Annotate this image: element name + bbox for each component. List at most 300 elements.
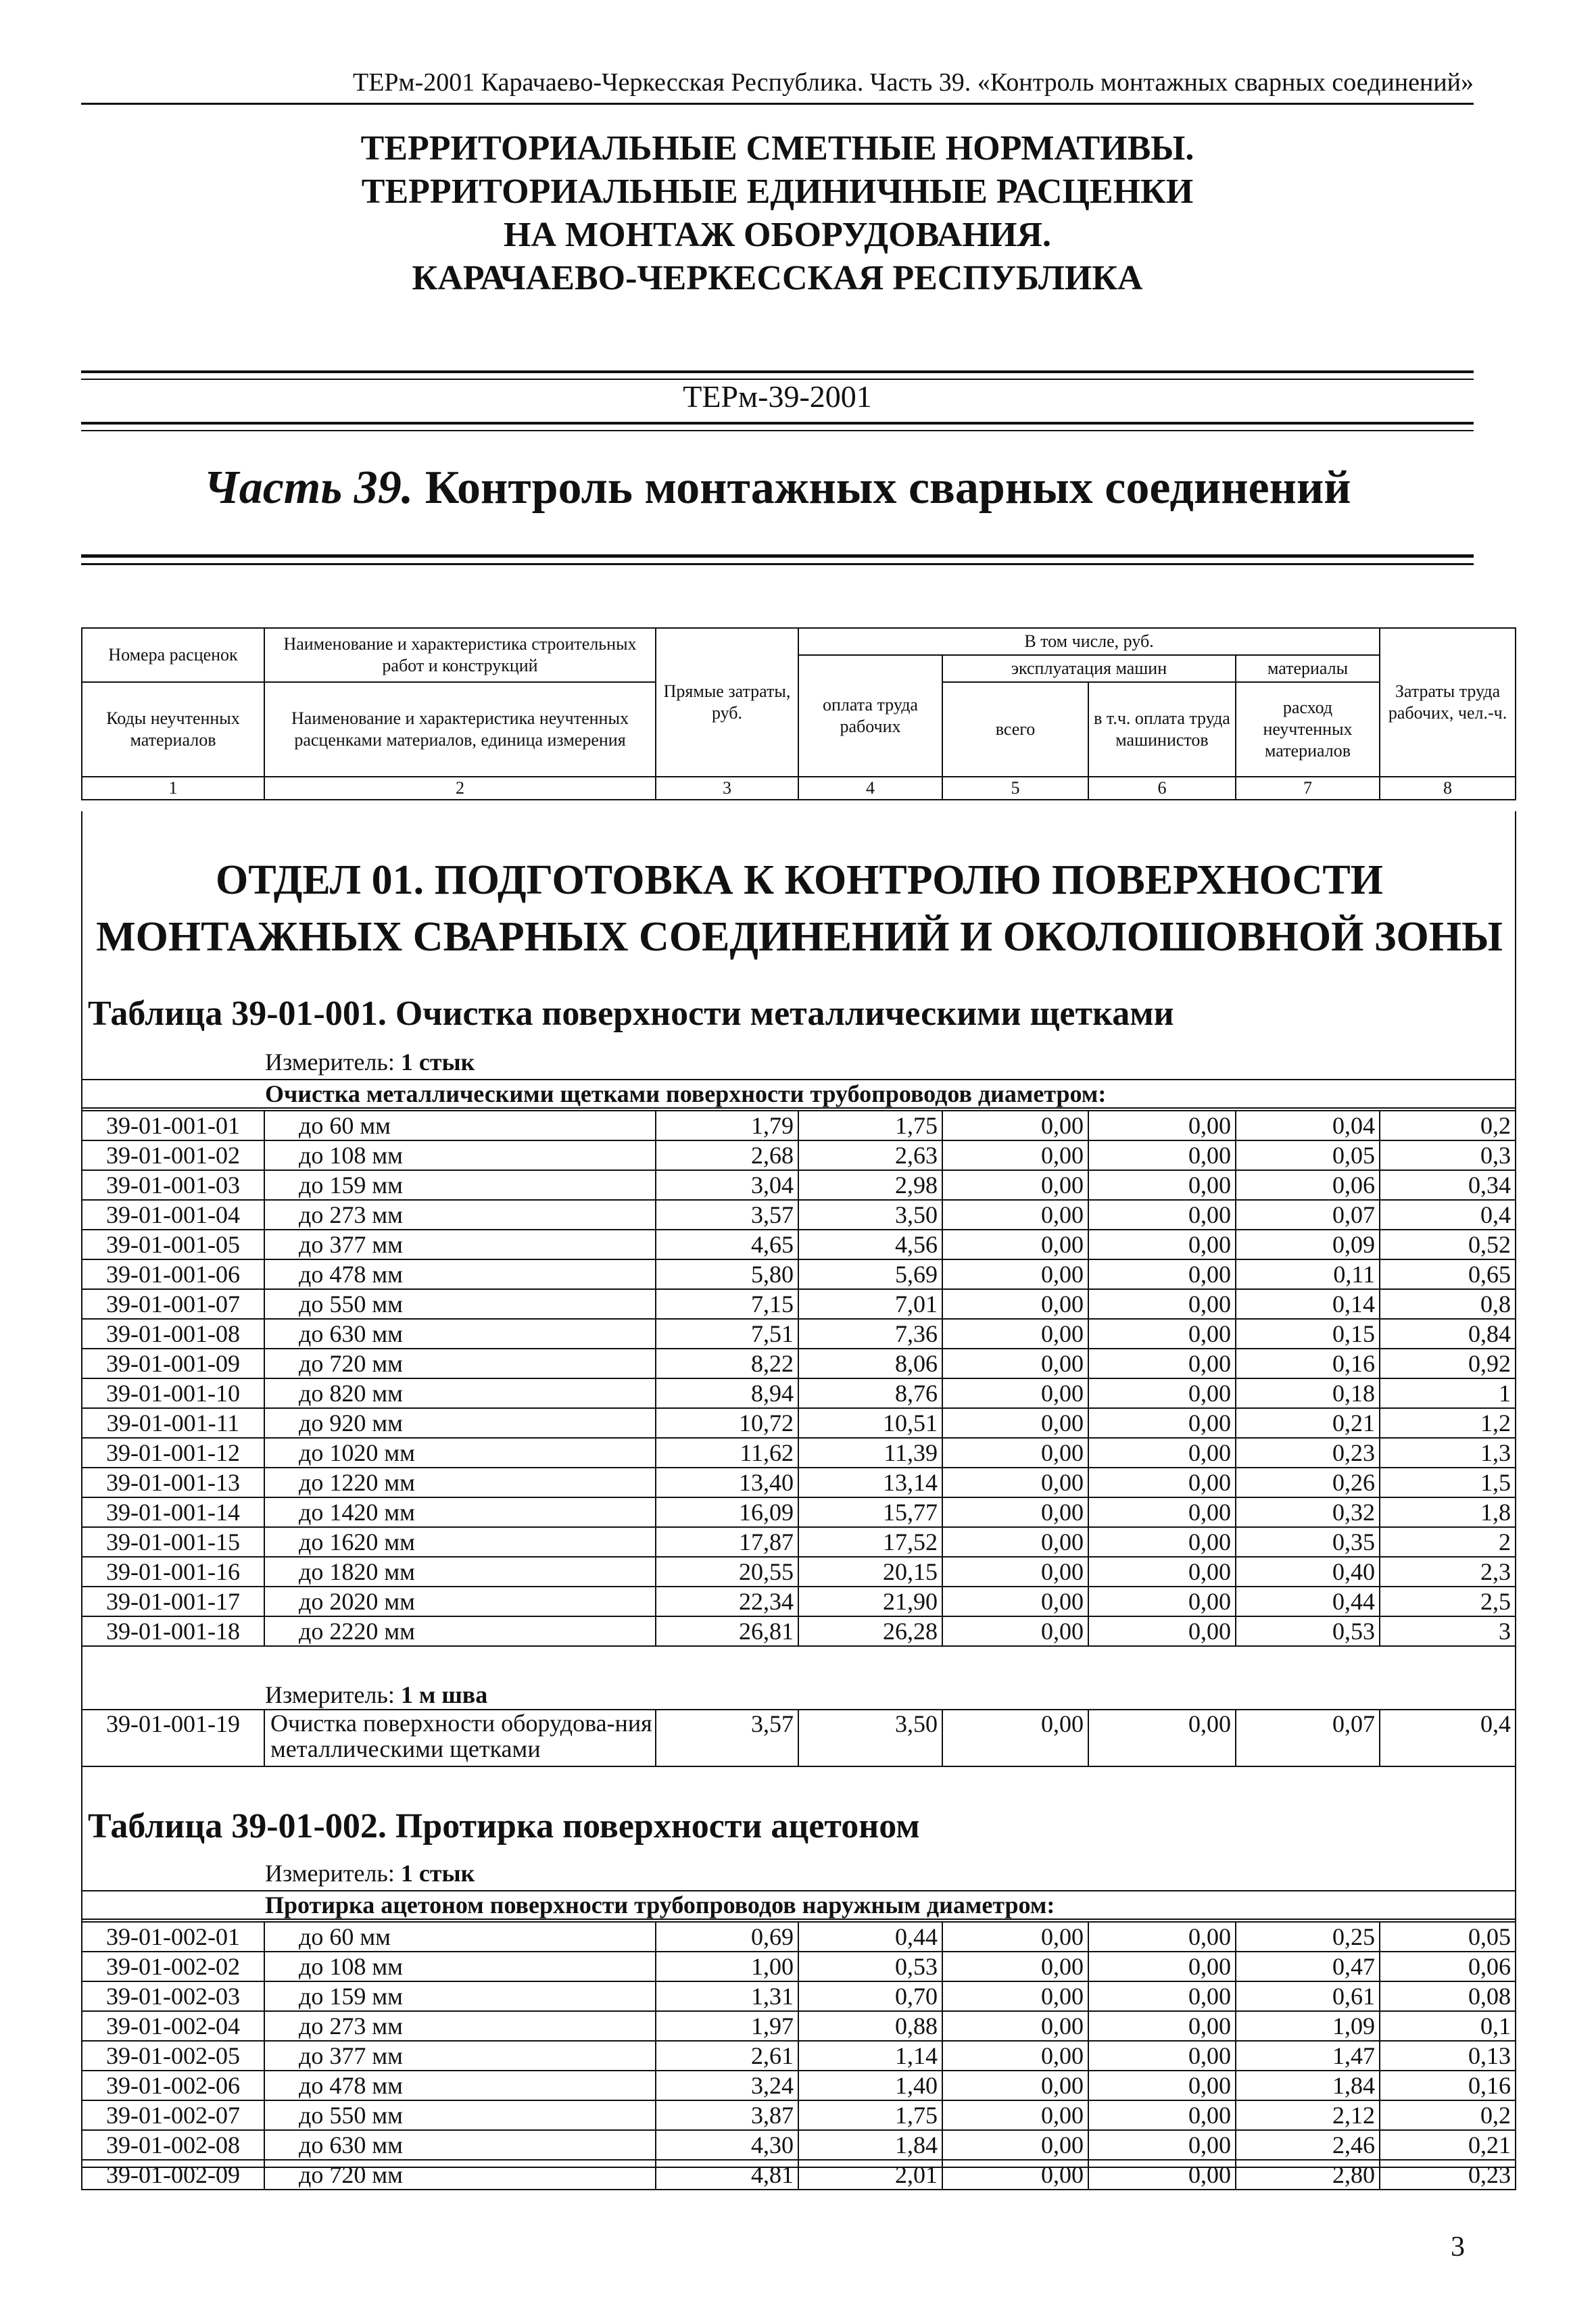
labor-hours: 0,1 xyxy=(1380,2011,1516,2041)
machines-total: 0,00 xyxy=(942,2160,1088,2190)
machines-total: 0,00 xyxy=(942,2011,1088,2041)
machines-total: 0,00 xyxy=(942,1468,1088,1497)
col-number-7: 7 xyxy=(1236,777,1380,800)
worker-pay: 20,15 xyxy=(798,1557,942,1587)
materials: 0,40 xyxy=(1236,1557,1380,1587)
table-row xyxy=(82,2071,1516,2100)
materials: 2,46 xyxy=(1236,2130,1380,2160)
header-labor-costs: Затраты труда рабочих, чел.-ч. xyxy=(1380,628,1516,777)
labor-hours: 1,5 xyxy=(1380,1468,1516,1497)
title-line-4: КАРАЧАЕВО-ЧЕРКЕССКАЯ РЕСПУБЛИКА xyxy=(412,259,1143,297)
table-row xyxy=(82,1200,1516,1230)
labor-hours: 2,3 xyxy=(1380,1557,1516,1587)
table-row xyxy=(82,2100,1516,2130)
materials: 1,09 xyxy=(1236,2011,1380,2041)
table1-meter xyxy=(265,1048,475,1076)
worker-pay: 1,84 xyxy=(798,2130,942,2160)
table-row xyxy=(82,2011,1516,2041)
work-description: до 273 мм xyxy=(264,2011,656,2041)
direct-costs: 2,61 xyxy=(656,2041,798,2071)
table-row xyxy=(82,1230,1516,1259)
machines-total: 0,00 xyxy=(942,1922,1088,1952)
work-description: до 1820 мм xyxy=(264,1557,656,1587)
operator-pay: 0,00 xyxy=(1088,1140,1236,1170)
labor-hours: 0,92 xyxy=(1380,1349,1516,1378)
table-row xyxy=(82,1557,1516,1587)
labor-hours: 0,34 xyxy=(1380,1170,1516,1200)
worker-pay: 1,40 xyxy=(798,2071,942,2100)
operator-pay: 0,00 xyxy=(1088,1981,1236,2011)
worker-pay: 8,06 xyxy=(798,1349,942,1378)
col-number-4: 4 xyxy=(798,777,942,800)
col-number-8: 8 xyxy=(1380,777,1516,800)
direct-costs: 3,57 xyxy=(656,1710,798,1766)
header-machines-total: всего xyxy=(942,682,1088,777)
labor-hours: 0,21 xyxy=(1380,2130,1516,2160)
table-row xyxy=(82,1952,1516,1981)
worker-pay: 3,50 xyxy=(798,1200,942,1230)
direct-costs: 13,40 xyxy=(656,1468,798,1497)
work-description: до 630 мм xyxy=(264,2130,656,2160)
table-row xyxy=(82,1497,1516,1527)
header-rate-numbers: Номера расценок xyxy=(82,628,264,682)
worker-pay: 11,39 xyxy=(798,1438,942,1468)
labor-hours: 2 xyxy=(1380,1527,1516,1557)
materials: 0,47 xyxy=(1236,1952,1380,1981)
operator-pay: 0,00 xyxy=(1088,2071,1236,2100)
labor-hours: 0,3 xyxy=(1380,1140,1516,1170)
labor-hours: 0,4 xyxy=(1380,1710,1516,1766)
rate-code: 39-01-001-05 xyxy=(82,1230,264,1259)
operator-pay: 0,00 xyxy=(1088,2100,1236,2130)
operator-pay: 0,00 xyxy=(1088,1230,1236,1259)
worker-pay: 1,75 xyxy=(798,1111,942,1140)
rate-code: 39-01-002-04 xyxy=(82,2011,264,2041)
table-row xyxy=(82,1527,1516,1557)
work-description: до 550 мм xyxy=(264,1289,656,1319)
header-operator-pay: в т.ч. оплата труда машинистов xyxy=(1088,682,1236,777)
header-machine-operation: эксплуатация машин xyxy=(942,655,1236,682)
operator-pay: 0,00 xyxy=(1088,1438,1236,1468)
table-row xyxy=(82,1140,1516,1170)
materials: 0,35 xyxy=(1236,1527,1380,1557)
direct-costs: 17,87 xyxy=(656,1527,798,1557)
rate-code: 39-01-001-16 xyxy=(82,1557,264,1587)
col-number-5: 5 xyxy=(942,777,1088,800)
rate-code: 39-01-001-03 xyxy=(82,1170,264,1200)
table2-meter xyxy=(265,1859,475,1887)
rate-code: 39-01-001-08 xyxy=(82,1319,264,1349)
machines-total: 0,00 xyxy=(942,1378,1088,1408)
operator-pay: 0,00 xyxy=(1088,1289,1236,1319)
labor-hours: 0,84 xyxy=(1380,1319,1516,1349)
table-row xyxy=(82,1438,1516,1468)
operator-pay: 0,00 xyxy=(1088,1587,1236,1616)
labor-hours: 0,13 xyxy=(1380,2041,1516,2071)
rate-code: 39-01-001-06 xyxy=(82,1259,264,1289)
operator-pay: 0,00 xyxy=(1088,1349,1236,1378)
materials: 0,04 xyxy=(1236,1111,1380,1140)
machines-total: 0,00 xyxy=(942,1587,1088,1616)
materials: 1,47 xyxy=(1236,2041,1380,2071)
labor-hours: 0,05 xyxy=(1380,1922,1516,1952)
worker-pay: 3,50 xyxy=(798,1710,942,1766)
work-description: до 478 мм xyxy=(264,2071,656,2100)
direct-costs: 3,87 xyxy=(656,2100,798,2130)
col-number-6: 6 xyxy=(1088,777,1236,800)
table2-meter-unit: 1 стык xyxy=(400,1860,475,1887)
rate-code: 39-01-002-08 xyxy=(82,2130,264,2160)
labor-hours: 0,8 xyxy=(1380,1289,1516,1319)
worker-pay: 2,98 xyxy=(798,1170,942,1200)
title-line-2: ТЕРРИТОРИАЛЬНЫЕ ЕДИНИЧНЫЕ РАСЦЕНКИ xyxy=(361,172,1194,211)
direct-costs: 4,81 xyxy=(656,2160,798,2190)
operator-pay: 0,00 xyxy=(1088,1408,1236,1438)
rate-code: 39-01-002-02 xyxy=(82,1952,264,1981)
rate-code: 39-01-001-13 xyxy=(82,1468,264,1497)
materials: 0,18 xyxy=(1236,1378,1380,1408)
machines-total: 0,00 xyxy=(942,1710,1088,1766)
machines-total: 0,00 xyxy=(942,1557,1088,1587)
rate-code: 39-01-001-19 xyxy=(82,1710,264,1766)
worker-pay: 13,14 xyxy=(798,1468,942,1497)
table-row xyxy=(82,1170,1516,1200)
direct-costs: 22,34 xyxy=(656,1587,798,1616)
work-description: до 377 мм xyxy=(264,2041,656,2071)
running-header: ТЕРм-2001 Карачаево-Черкесская Республика. Часть 39. «Контроль монтажных сварных соединений» xyxy=(352,68,1474,97)
direct-costs: 8,94 xyxy=(656,1378,798,1408)
table-row xyxy=(82,2160,1516,2190)
materials: 0,06 xyxy=(1236,1170,1380,1200)
direct-costs: 1,31 xyxy=(656,1981,798,2011)
operator-pay: 0,00 xyxy=(1088,2041,1236,2071)
col-number-3: 3 xyxy=(656,777,798,800)
table-row xyxy=(82,1922,1516,1952)
part-name: Контроль монтажных сварных соединений xyxy=(425,462,1351,514)
labor-hours: 0,16 xyxy=(1380,2071,1516,2100)
worker-pay: 1,75 xyxy=(798,2100,942,2130)
table-row xyxy=(82,2041,1516,2071)
table1-rows xyxy=(81,1110,1516,1647)
materials: 2,12 xyxy=(1236,2100,1380,2130)
worker-pay: 17,52 xyxy=(798,1527,942,1557)
table-row xyxy=(82,1616,1516,1646)
operator-pay: 0,00 xyxy=(1088,1378,1236,1408)
table2-subheader-text: Протирка ацетоном поверхности трубопроводов наружным диаметром: xyxy=(265,1891,1055,1919)
worker-pay: 2,63 xyxy=(798,1140,942,1170)
table2-rows xyxy=(81,1921,1516,2190)
worker-pay: 0,44 xyxy=(798,1922,942,1952)
table2-title: Таблица 39-01-002. Протирка поверхности ацетоном xyxy=(88,1807,920,1845)
rate-code: 39-01-002-09 xyxy=(82,2160,264,2190)
work-description: Очистка поверхности оборудова-ния металлическими щетками xyxy=(264,1710,656,1766)
double-rule-middle xyxy=(81,422,1474,431)
operator-pay: 0,00 xyxy=(1088,1468,1236,1497)
rate-code: 39-01-001-15 xyxy=(82,1527,264,1557)
table-row xyxy=(82,1289,1516,1319)
column-header-table xyxy=(81,627,1516,800)
table-row xyxy=(82,1349,1516,1378)
labor-hours: 1,3 xyxy=(1380,1438,1516,1468)
rate-code: 39-01-001-04 xyxy=(82,1200,264,1230)
machines-total: 0,00 xyxy=(942,1497,1088,1527)
work-description: до 159 мм xyxy=(264,1981,656,2011)
work-description: до 60 мм xyxy=(264,1922,656,1952)
materials: 0,53 xyxy=(1236,1616,1380,1646)
machines-total: 0,00 xyxy=(942,1289,1088,1319)
col-number-2: 2 xyxy=(264,777,656,800)
direct-costs: 16,09 xyxy=(656,1497,798,1527)
worker-pay: 4,56 xyxy=(798,1230,942,1259)
direct-costs: 1,79 xyxy=(656,1111,798,1140)
direct-costs: 4,65 xyxy=(656,1230,798,1259)
materials: 0,11 xyxy=(1236,1259,1380,1289)
operator-pay: 0,00 xyxy=(1088,1259,1236,1289)
direct-costs: 3,24 xyxy=(656,2071,798,2100)
document-title xyxy=(81,127,1474,300)
rate-code: 39-01-001-02 xyxy=(82,1140,264,1170)
rate-code: 39-01-002-01 xyxy=(82,1922,264,1952)
labor-hours: 2,5 xyxy=(1380,1587,1516,1616)
labor-hours: 1,2 xyxy=(1380,1408,1516,1438)
direct-costs: 20,55 xyxy=(656,1557,798,1587)
work-description: до 377 мм xyxy=(264,1230,656,1259)
materials: 0,21 xyxy=(1236,1408,1380,1438)
worker-pay: 10,51 xyxy=(798,1408,942,1438)
col-number-1: 1 xyxy=(82,777,264,800)
table-row xyxy=(82,1319,1516,1349)
part-label: Часть 39. xyxy=(203,462,414,514)
worker-pay: 1,14 xyxy=(798,2041,942,2071)
materials: 0,61 xyxy=(1236,1981,1380,2011)
table1-subheader-text: Очистка металлическими щетками поверхности трубопроводов диаметром: xyxy=(265,1080,1107,1107)
worker-pay: 0,53 xyxy=(798,1952,942,1981)
materials: 0,07 xyxy=(1236,1710,1380,1766)
work-description: до 920 мм xyxy=(264,1408,656,1438)
direct-costs: 7,51 xyxy=(656,1319,798,1349)
work-description: до 630 мм xyxy=(264,1319,656,1349)
table-row xyxy=(82,1408,1516,1438)
work-description: до 108 мм xyxy=(264,1140,656,1170)
header-material-names: Наименование и характеристика неучтенных расценками материалов, единица измерения xyxy=(264,682,656,777)
operator-pay: 0,00 xyxy=(1088,1170,1236,1200)
materials: 0,25 xyxy=(1236,1922,1380,1952)
materials: 2,80 xyxy=(1236,2160,1380,2190)
materials: 0,26 xyxy=(1236,1468,1380,1497)
worker-pay: 8,76 xyxy=(798,1378,942,1408)
operator-pay: 0,00 xyxy=(1088,1200,1236,1230)
table1-subheader xyxy=(81,1079,1515,1109)
direct-costs: 3,57 xyxy=(656,1200,798,1230)
header-materials: материалы xyxy=(1236,655,1380,682)
direct-costs: 3,04 xyxy=(656,1170,798,1200)
work-description: до 1420 мм xyxy=(264,1497,656,1527)
work-description: до 550 мм xyxy=(264,2100,656,2130)
worker-pay: 21,90 xyxy=(798,1587,942,1616)
worker-pay: 15,77 xyxy=(798,1497,942,1527)
work-description: до 1220 мм xyxy=(264,1468,656,1497)
work-description: до 2220 мм xyxy=(264,1616,656,1646)
worker-pay: 0,70 xyxy=(798,1981,942,2011)
operator-pay: 0,00 xyxy=(1088,1527,1236,1557)
machines-total: 0,00 xyxy=(942,1438,1088,1468)
operator-pay: 0,00 xyxy=(1088,1952,1236,1981)
labor-hours: 0,08 xyxy=(1380,1981,1516,2011)
work-description: до 273 мм xyxy=(264,1200,656,1230)
worker-pay: 7,36 xyxy=(798,1319,942,1349)
materials: 0,05 xyxy=(1236,1140,1380,1170)
operator-pay: 0,00 xyxy=(1088,1111,1236,1140)
materials: 0,23 xyxy=(1236,1438,1380,1468)
operator-pay: 0,00 xyxy=(1088,1616,1236,1646)
operator-pay: 0,00 xyxy=(1088,1710,1236,1766)
labor-hours: 0,2 xyxy=(1380,1111,1516,1140)
work-description: до 720 мм xyxy=(264,1349,656,1378)
rate-code: 39-01-002-06 xyxy=(82,2071,264,2100)
work-description: до 720 мм xyxy=(264,2160,656,2190)
machines-total: 0,00 xyxy=(942,1230,1088,1259)
labor-hours: 1,8 xyxy=(1380,1497,1516,1527)
header-worker-pay: оплата труда рабочих xyxy=(798,655,942,777)
direct-costs: 1,00 xyxy=(656,1952,798,1981)
table-row xyxy=(82,2130,1516,2160)
labor-hours: 0,23 xyxy=(1380,2160,1516,2190)
materials: 0,14 xyxy=(1236,1289,1380,1319)
direct-costs: 1,97 xyxy=(656,2011,798,2041)
rate-code: 39-01-001-07 xyxy=(82,1289,264,1319)
page-number: 3 xyxy=(1451,2231,1465,2263)
labor-hours: 0,4 xyxy=(1380,1200,1516,1230)
materials: 1,84 xyxy=(1236,2071,1380,2100)
rate-code: 39-01-002-05 xyxy=(82,2041,264,2071)
table-row xyxy=(82,1378,1516,1408)
rate-code: 39-01-002-03 xyxy=(82,1981,264,2011)
direct-costs: 4,30 xyxy=(656,2130,798,2160)
operator-pay: 0,00 xyxy=(1088,2130,1236,2160)
rate-code: 39-01-001-09 xyxy=(82,1349,264,1378)
direct-costs: 26,81 xyxy=(656,1616,798,1646)
rate-code: 39-01-001-01 xyxy=(82,1111,264,1140)
table1-meter2 xyxy=(265,1681,487,1709)
header-work-name: Наименование и характеристика строительных работ и конструкций xyxy=(264,628,656,682)
work-description: до 108 мм xyxy=(264,1952,656,1981)
rate-code: 39-01-001-11 xyxy=(82,1408,264,1438)
worker-pay: 26,28 xyxy=(798,1616,942,1646)
rate-code: 39-01-001-12 xyxy=(82,1438,264,1468)
machines-total: 0,00 xyxy=(942,2041,1088,2071)
header-rule xyxy=(81,103,1474,105)
table1-title: Таблица 39-01-001. Очистка поверхности металлическими щетками xyxy=(88,994,1174,1033)
work-description: до 2020 мм xyxy=(264,1587,656,1616)
machines-total: 0,00 xyxy=(942,1981,1088,2011)
machines-total: 0,00 xyxy=(942,1952,1088,1981)
work-description: до 478 мм xyxy=(264,1259,656,1289)
materials: 0,44 xyxy=(1236,1587,1380,1616)
direct-costs: 5,80 xyxy=(656,1259,798,1289)
worker-pay: 0,88 xyxy=(798,2011,942,2041)
labor-hours: 1 xyxy=(1380,1378,1516,1408)
labor-hours: 0,06 xyxy=(1380,1952,1516,1981)
title-line-1: ТЕРРИТОРИАЛЬНЫЕ СМЕТНЫЕ НОРМАТИВЫ. xyxy=(360,129,1194,168)
materials: 0,32 xyxy=(1236,1497,1380,1527)
worker-pay: 5,69 xyxy=(798,1259,942,1289)
operator-pay: 0,00 xyxy=(1088,2160,1236,2190)
table1-row-19 xyxy=(81,1709,1516,1767)
machines-total: 0,00 xyxy=(942,1349,1088,1378)
work-description: до 1620 мм xyxy=(264,1527,656,1557)
double-rule-bottom xyxy=(81,554,1474,565)
operator-pay: 0,00 xyxy=(1088,1319,1236,1349)
header-direct-costs: Прямые затраты, руб. xyxy=(656,628,798,777)
table-row xyxy=(82,1259,1516,1289)
header-material-consumption: расход неучтенных материалов xyxy=(1236,682,1380,777)
machines-total: 0,00 xyxy=(942,1140,1088,1170)
header-including-group: В том числе, руб. xyxy=(798,628,1380,655)
machines-total: 0,00 xyxy=(942,2071,1088,2100)
labor-hours: 0,2 xyxy=(1380,2100,1516,2130)
work-description: до 1020 мм xyxy=(264,1438,656,1468)
machines-total: 0,00 xyxy=(942,1200,1088,1230)
work-description: до 820 мм xyxy=(264,1378,656,1408)
worker-pay: 2,01 xyxy=(798,2160,942,2190)
direct-costs: 10,72 xyxy=(656,1408,798,1438)
work-description: до 60 мм xyxy=(264,1111,656,1140)
machines-total: 0,00 xyxy=(942,1111,1088,1140)
direct-costs: 0,69 xyxy=(656,1922,798,1952)
direct-costs: 8,22 xyxy=(656,1349,798,1378)
header-material-codes: Коды неучтенных материалов xyxy=(82,682,264,777)
labor-hours: 0,52 xyxy=(1380,1230,1516,1259)
operator-pay: 0,00 xyxy=(1088,1922,1236,1952)
part-title xyxy=(81,461,1474,515)
machines-total: 0,00 xyxy=(942,1527,1088,1557)
document-code: ТЕРм-39-2001 xyxy=(683,379,872,414)
table1-meter-label: Измеритель: xyxy=(265,1048,395,1076)
table-row xyxy=(82,1587,1516,1616)
machines-total: 0,00 xyxy=(942,1259,1088,1289)
table-row xyxy=(82,1111,1516,1140)
worker-pay: 7,01 xyxy=(798,1289,942,1319)
work-description: до 159 мм xyxy=(264,1170,656,1200)
materials: 0,09 xyxy=(1236,1230,1380,1259)
materials: 0,15 xyxy=(1236,1319,1380,1349)
table2-meter-label: Измеритель: xyxy=(265,1860,395,1887)
rate-code: 39-01-001-10 xyxy=(82,1378,264,1408)
rate-code: 39-01-002-07 xyxy=(82,2100,264,2130)
direct-costs: 11,62 xyxy=(656,1438,798,1468)
machines-total: 0,00 xyxy=(942,1616,1088,1646)
materials: 0,16 xyxy=(1236,1349,1380,1378)
table-row xyxy=(82,1981,1516,2011)
materials: 0,07 xyxy=(1236,1200,1380,1230)
machines-total: 0,00 xyxy=(942,1319,1088,1349)
table1-meter2-label: Измеритель: xyxy=(265,1681,395,1708)
title-line-3: НА МОНТАЖ ОБОРУДОВАНИЯ. xyxy=(504,216,1051,254)
labor-hours: 0,65 xyxy=(1380,1259,1516,1289)
rate-code: 39-01-001-18 xyxy=(82,1616,264,1646)
operator-pay: 0,00 xyxy=(1088,1497,1236,1527)
table2-subheader xyxy=(81,1890,1515,1920)
table1-meter-unit: 1 стык xyxy=(400,1048,475,1076)
operator-pay: 0,00 xyxy=(1088,2011,1236,2041)
table-row xyxy=(82,1468,1516,1497)
rate-code: 39-01-001-17 xyxy=(82,1587,264,1616)
machines-total: 0,00 xyxy=(942,1408,1088,1438)
operator-pay: 0,00 xyxy=(1088,1557,1236,1587)
direct-costs: 7,15 xyxy=(656,1289,798,1319)
machines-total: 0,00 xyxy=(942,2130,1088,2160)
table1-meter2-unit: 1 м шва xyxy=(400,1681,488,1708)
